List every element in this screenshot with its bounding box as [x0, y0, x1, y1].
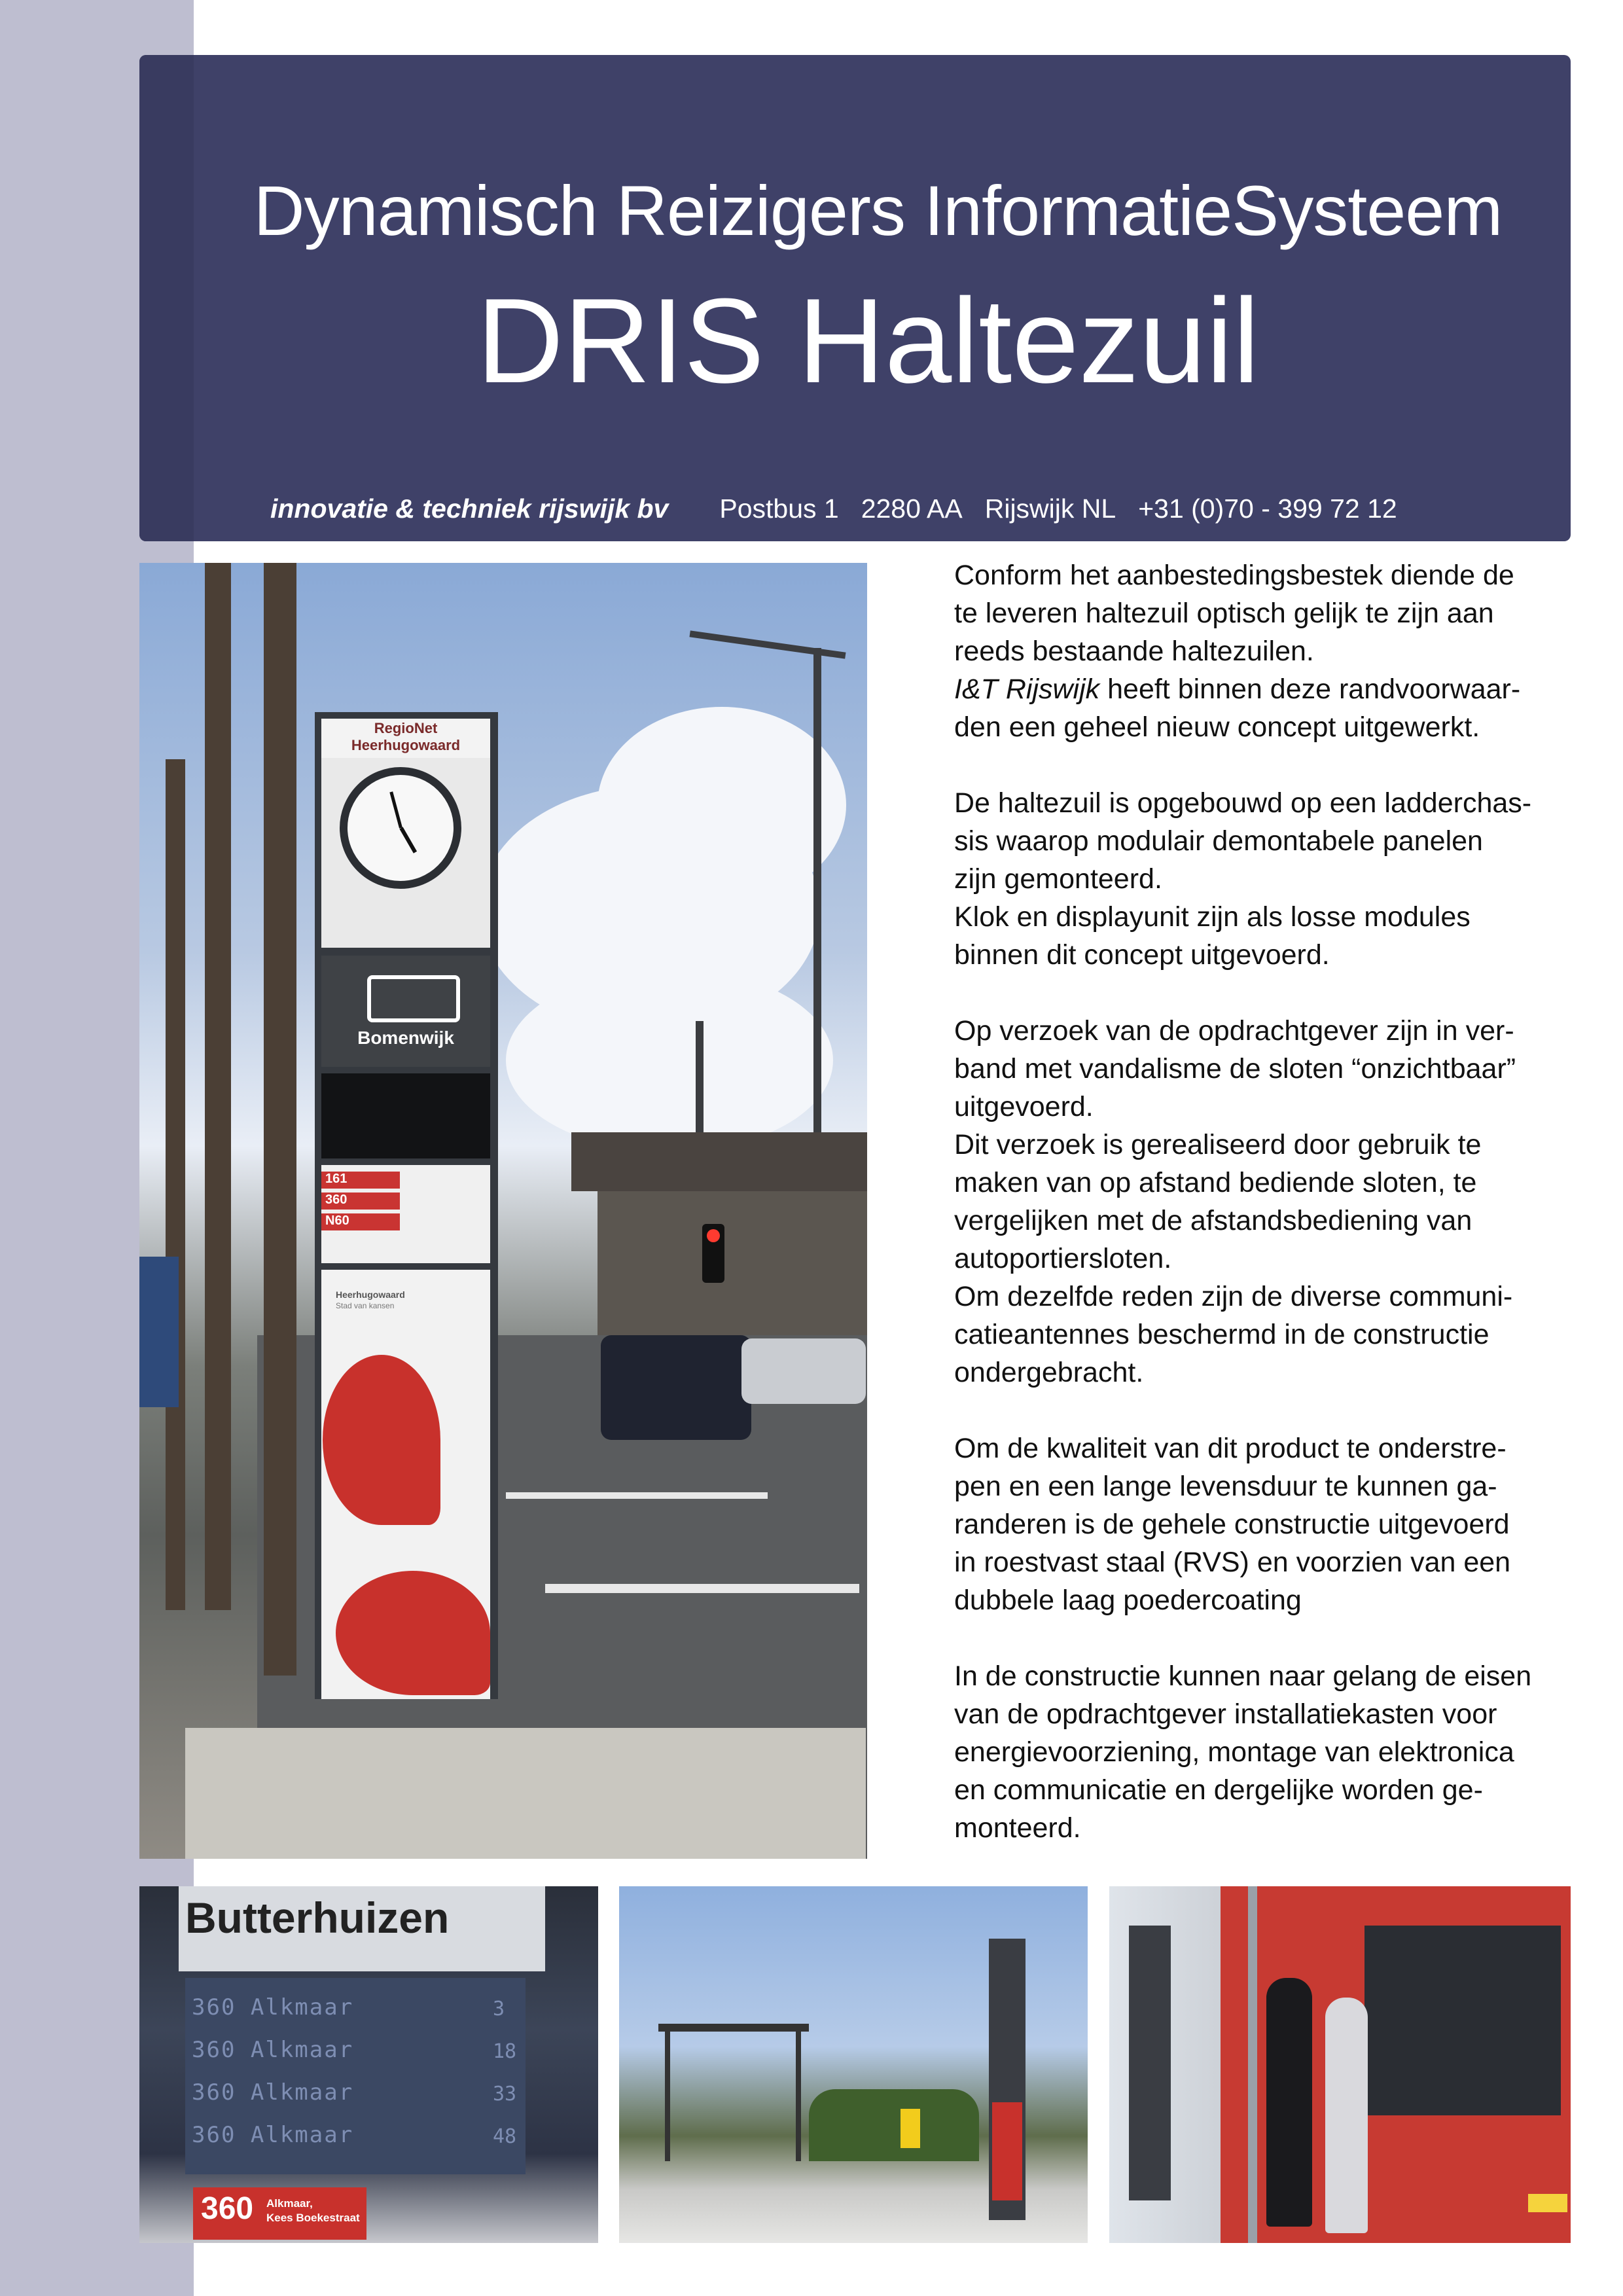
- route-number: N60: [325, 1213, 349, 1228]
- paragraph-1: [954, 556, 1582, 746]
- sponsor-tagline: Stad van kansen: [336, 1301, 395, 1310]
- contact-line: [270, 493, 1397, 524]
- sign-heerhugowaard: Heerhugowaard: [351, 737, 461, 753]
- route-number: 360: [201, 2191, 254, 2226]
- haltezuil-pillar: [1129, 1926, 1171, 2200]
- text-line: maken van op afstand bediende sloten, te: [954, 1167, 1477, 1198]
- address-postcode: 2280 AA: [861, 493, 963, 524]
- text-line: en communicatie en dergelijke worden ge-: [954, 1774, 1483, 1806]
- text-line: energievoorziening, montage van elektronica: [954, 1736, 1514, 1768]
- display-row: 360 Alkmaar: [192, 2037, 354, 2063]
- text-line: Klok en displayunit zijn als losse modules: [954, 901, 1471, 933]
- text-fragment: heeft binnen deze randvoorwaar-: [1099, 673, 1521, 705]
- road-marking: [506, 1492, 768, 1499]
- phone-number: +31 (0)70 - 399 72 12: [1138, 493, 1397, 524]
- road-marking: [545, 1584, 859, 1593]
- text-line: autoportiersloten.: [954, 1243, 1172, 1274]
- text-line: in roestvast staal (RVS) en voorzien van een: [954, 1547, 1511, 1578]
- paragraph-4: [954, 1429, 1582, 1619]
- text-line: In de constructie kunnen naar gelang de eisen: [954, 1660, 1532, 1692]
- bus-shelter-roof: [658, 2024, 809, 2032]
- photo-bus-stop: [619, 1886, 1088, 2243]
- tree-trunk: [166, 759, 185, 1610]
- paragraph-5: [954, 1657, 1582, 1847]
- text-line: te leveren haltezuil optisch gelijk te zijn aan: [954, 598, 1494, 629]
- red-swoosh: [336, 1571, 490, 1695]
- text-line: band met vandalisme de sloten “onzichtbaar”: [954, 1053, 1516, 1085]
- text-line: randeren is de gehele constructie uitgevoerd: [954, 1509, 1510, 1540]
- text-line: monteerd.: [954, 1812, 1081, 1844]
- text-line: den een geheel nieuw concept uitgewerkt.: [954, 711, 1480, 743]
- route-number: 161: [325, 1172, 348, 1186]
- text-line: Conform het aanbestedingsbestek diende de: [954, 560, 1514, 591]
- text-line: Om de kwaliteit van dit product te onderstre-: [954, 1433, 1507, 1464]
- address-postbus: Postbus 1: [719, 493, 839, 524]
- person: [1266, 1978, 1312, 2227]
- photo-bus-boarding: [1109, 1886, 1571, 2243]
- text-line: catieantennes beschermd in de constructie: [954, 1319, 1489, 1350]
- route-destination: [266, 2197, 360, 2225]
- text-line: Dit verzoek is gerealiseerd door gebruik te: [954, 1129, 1482, 1160]
- sponsor-name: Heerhugowaard: [336, 1289, 405, 1300]
- text-line: reeds bestaande haltezuilen.: [954, 636, 1314, 667]
- route-number: 360: [325, 1193, 348, 1207]
- truck: [139, 1257, 179, 1407]
- sidewalk: [185, 1728, 866, 1859]
- red-panel: [992, 2102, 1022, 2200]
- stop-name: Butterhuizen: [185, 1893, 450, 1942]
- paragraph-3: [954, 1012, 1582, 1391]
- body-text: [954, 556, 1582, 1885]
- waste-bin: [901, 2109, 920, 2148]
- display-minutes: 18: [493, 2040, 517, 2063]
- person: [1325, 1998, 1368, 2233]
- text-line: binnen dit concept uitgevoerd.: [954, 939, 1330, 971]
- cloud: [506, 969, 833, 1152]
- bus-shelter-post: [796, 2030, 801, 2161]
- red-swoosh: [323, 1355, 440, 1525]
- clock-icon: [340, 767, 461, 889]
- car: [601, 1335, 751, 1440]
- paragraph-2: [954, 784, 1582, 974]
- display-minutes: 3: [493, 1998, 505, 2020]
- display-row: 360 Alkmaar: [192, 2122, 354, 2148]
- text-line: Om dezelfde reden zijn de diverse communi-: [954, 1281, 1513, 1312]
- route-destination-line: Alkmaar,: [266, 2197, 313, 2210]
- tree-trunk: [264, 563, 296, 1676]
- stop-name: Bomenwijk: [357, 1028, 454, 1048]
- display-row: 360 Alkmaar: [192, 1994, 354, 2020]
- sign-regionet: RegioNet: [374, 720, 438, 736]
- traffic-light: [702, 1224, 724, 1283]
- display-minutes: 33: [493, 2083, 517, 2106]
- text-line: Op verzoek van de opdrachtgever zijn in ver-: [954, 1015, 1514, 1047]
- text-line: dubbele laag poedercoating: [954, 1585, 1302, 1616]
- text-line: sis waarop modulair demontabele panelen: [954, 825, 1483, 857]
- text-line: uitgevoerd.: [954, 1091, 1094, 1122]
- bus-window: [1364, 1926, 1561, 2115]
- main-photo-haltezuil: [139, 563, 867, 1859]
- text-line: ondergebracht.: [954, 1357, 1144, 1388]
- building: [597, 1178, 867, 1335]
- page-title: DRIS Haltezuil: [476, 273, 1260, 408]
- pole: [1248, 1886, 1257, 2243]
- text-line: vergelijken met de afstandsbediening van: [954, 1205, 1472, 1236]
- text-line: zijn gemonteerd.: [954, 863, 1162, 895]
- company-abbrev: I&T Rijswijk: [954, 673, 1100, 705]
- license-plate: [1528, 2194, 1567, 2212]
- header-banner: [139, 55, 1571, 541]
- text-line: De haltezuil is opgebouwd op een ladderchas-: [954, 787, 1532, 819]
- photo-display-closeup: [139, 1886, 598, 2243]
- building-roof: [571, 1132, 867, 1191]
- address-city: Rijswijk NL: [984, 493, 1116, 524]
- led-display: [321, 1073, 490, 1158]
- hedge: [809, 2089, 979, 2161]
- street-lamp: [689, 630, 846, 658]
- text-line: [954, 670, 1582, 708]
- text-line: van de opdrachtgever installatiekasten voor: [954, 1698, 1497, 1730]
- tree-trunk: [205, 563, 231, 1610]
- route-destination-line: Kees Boekestraat: [266, 2212, 360, 2224]
- company-name: innovatie & techniek rijswijk bv: [270, 493, 669, 524]
- bus-icon: [367, 975, 460, 1022]
- car: [741, 1338, 866, 1404]
- display-row: 360 Alkmaar: [192, 2079, 354, 2106]
- display-minutes: 48: [493, 2125, 517, 2148]
- cloud: [597, 707, 846, 903]
- bus-shelter-post: [665, 2030, 670, 2161]
- text-line: pen en een lange levensduur te kunnen ga-: [954, 1471, 1497, 1502]
- header-subtitle: Dynamisch Reizigers InformatieSysteem: [253, 171, 1503, 250]
